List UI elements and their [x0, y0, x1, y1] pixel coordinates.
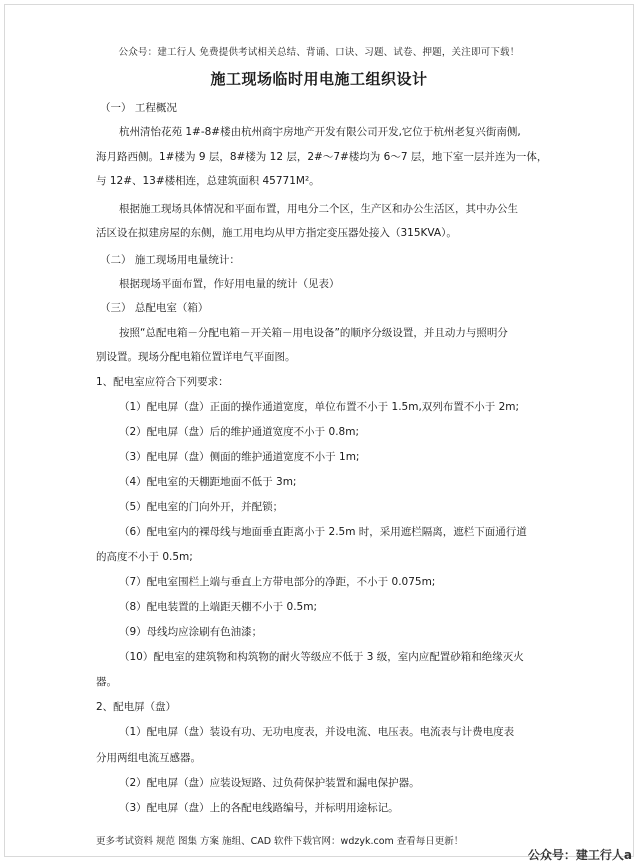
header-notice: 公众号：建工行人 免费提供考试相关总结、背诵、口诀、习题、试卷、押题，关注即可下载！	[118, 47, 520, 58]
list-item: （9）母线均应涂刷有色油漆；	[119, 626, 263, 638]
list-item-continuation: 的高度不小于 0.5m;	[96, 551, 193, 563]
list-item: （5）配电室的门向外开，并配锁；	[119, 501, 284, 513]
list-item: （2）配电屏（盘）后的维护通道宽度不小于 0.8m;	[119, 426, 359, 438]
list-item: （3）配电屏（盘）侧面的维护通道宽度不小于 1m;	[119, 451, 360, 463]
paragraph-line: 根据施工现场具体情况和平面布置，用电分二个区，生产区和办公生活区，其中办公生	[119, 203, 518, 215]
document-title: 施工现场临时用电施工组织设计	[210, 70, 428, 88]
section-heading: （三） 总配电室（箱）	[100, 302, 209, 314]
paragraph-line: 别设置。现场分配电箱位置详电气平面图。	[96, 351, 296, 363]
watermark-text: 公众号：建工行人a	[527, 848, 632, 862]
list-item: （2）配电屏（盘）应装设短路、过负荷保护装置和漏电保护器。	[119, 777, 420, 789]
list-item-continuation: 分用两组电流互感器。	[96, 752, 201, 764]
list-item-continuation: 器。	[96, 676, 117, 688]
subsection-heading: 2、配电屏（盘）	[96, 701, 177, 713]
paragraph-line: 按照“总配电箱－分配电箱－开关箱－用电设备”的顺序分级设置，并且动力与照明分	[119, 327, 508, 339]
list-item: （8）配电装置的上端距天棚不小于 0.5m;	[119, 601, 317, 613]
list-item: （1）配电屏（盘）正面的操作通道宽度，单位布置不小于 1.5m,双列布置不小于 2m;	[119, 401, 520, 413]
paragraph-line: 活区设在拟建房屋的东侧，施工用电均从甲方指定变压器处接入（315KVA）。	[96, 227, 457, 239]
list-item: （1）配电屏（盘）装设有功、无功电度表，并设电流、电压表。电流表与计费电度表	[119, 726, 515, 738]
section-heading: （一） 工程概况	[100, 102, 177, 114]
section-heading: （二） 施工现场用电量统计：	[100, 254, 240, 266]
paragraph-line: 与 12#、13#楼相连，总建筑面积 45771M²。	[96, 175, 320, 187]
paragraph-line: 杭州清怡花苑 1#-8#楼由杭州商宇房地产开发有限公司开发,它位于杭州老复兴街南侧,	[119, 126, 521, 138]
list-item: （10）配电室的建筑物和构筑物的耐火等级应不低于 3 级，室内应配置砂箱和绝缘灭火	[119, 651, 524, 663]
paragraph-line: 根据现场平面布置，作好用电量的统计（见表）	[119, 278, 340, 290]
list-item: （3）配电屏（盘）上的各配电线路编号，并标明用途标记。	[119, 802, 399, 814]
footer-text: 更多考试资料 规范 图集 方案 施组、CAD 软件下载官网：wdzyk.com 查看每日更新！	[96, 836, 464, 847]
paragraph-line: 海月路西侧。1#楼为 9 层，8#楼为 12 层，2#～7#楼均为 6～7 层，地下室一层并连为一体，	[96, 151, 548, 163]
list-item: （7）配电室围栏上端与垂直上方带电部分的净距，不小于 0.075m;	[119, 576, 436, 588]
list-item: （6）配电室内的裸母线与地面垂直距离小于 2.5m 时，采用遮栏隔离，遮栏下面通行道	[119, 526, 527, 538]
subsection-heading: 1、配电室应符合下列要求：	[96, 376, 229, 388]
list-item: （4）配电室的天棚距地面不低于 3m;	[119, 476, 297, 488]
